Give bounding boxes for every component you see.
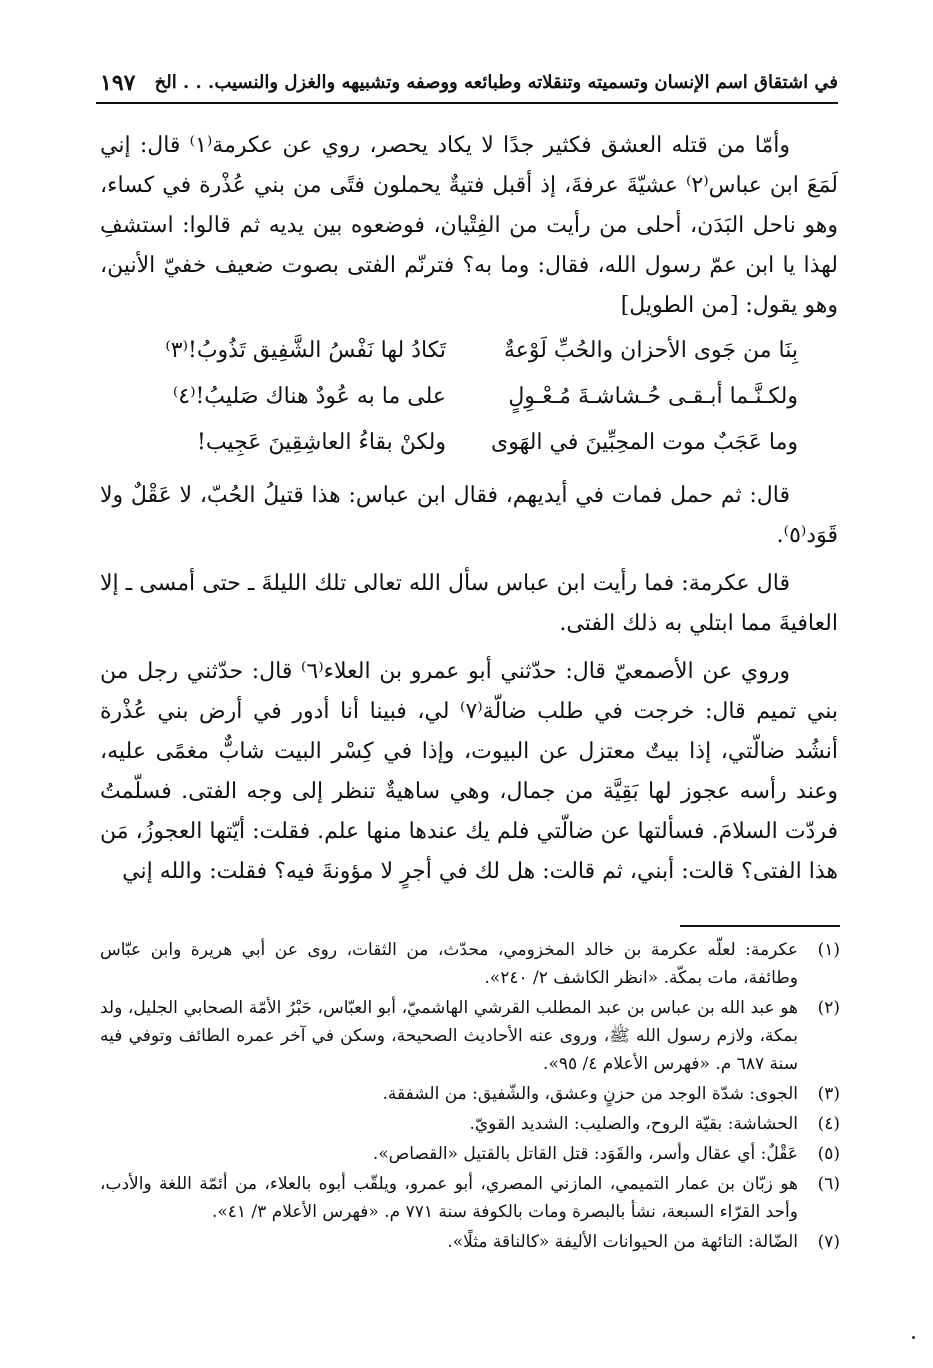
verse-second-hemistich: على ما به عُودٌ هناك صَليبُ!⁽٤⁾	[172, 384, 446, 409]
verse-second-hemistich: ولكنْ بقاءُ العاشِقِينَ عَجِيب!	[197, 430, 446, 455]
footnotes	[100, 936, 840, 1258]
footnote	[100, 1228, 840, 1256]
footnote-text: هو عبد الله بن عباس بن عبد المطلب القرشي الهاشميّ، أبو العبّاس، حَبْرُ الأمّة الصحابي الجليل، ولد بمكة، ولازم رسول الله ﷺ، وروى عنه الأحاديث الصحيحة، وسكن في آخر عمره الطائف وتوفي فيه سنة ٦٨٧ م. «فهرس الأعلام ٤/ ٩٥».	[100, 998, 798, 1074]
footnote	[100, 936, 840, 992]
footnote-text: الضّالة: التائهة من الحيوانات الأليفة «كالناقة مثلًا».	[447, 1232, 798, 1252]
footnote	[100, 1110, 840, 1138]
footnote-number: (٢)	[817, 998, 840, 1018]
scan-speck	[912, 1336, 915, 1339]
footnote-separator	[680, 925, 840, 927]
header-title: في اشتقاق اسم الإنسان وتسميته وتنقلاته وطبائعه ووصفه وتشبيهه والغزل والنسيب. . . الخ	[154, 72, 838, 93]
footnote-number: (٣)	[817, 1084, 840, 1104]
paragraph: قال: ثم حمل فمات في أيديهم، فقال ابن عباس: هذا قتيلُ الحُبّ، لا عَقْلٌ ولا قَوَد⁽٥⁾.	[100, 483, 838, 548]
running-header	[96, 68, 838, 104]
footnote-number: (٧)	[817, 1232, 840, 1252]
verse-first-hemistich: ولكـنَّـما أبـقـى حُـشاشـةَ مُـعْـوِلٍ	[508, 384, 798, 409]
paragraph: وروي عن الأصمعيّ قال: حدّثني أبو عمرو بن العلاء⁽٦⁾ قال: حدّثني رجل من بني تميم قال: خرجت في طلب ضالّة⁽٧⁾ لي، فبينا أنا أدور في أرض بني عُذْرة أنشُد ضالّتي، إذا بيتٌ معتزل عن البيوت، وإذا في كِسْر البيت شابٌّ مغمًى عليه، وعند رأسه عجوز لها بَقِيَّة من جمال، وهي ساهيةٌ تنظر إلى وجه الفتى. فسلّمتُ فردّت السلامَ. فسألتها عن ضالّتي فلم يك عندها منها علم. فقلت: أيّتها العجوزُ، مَن هذا الفتى؟ قالت: أبني، ثم قالت: هل لك في أجرٍ لا مؤونةَ فيه؟ فقلت: والله إني	[100, 659, 838, 884]
footnote-text: هو زبّان بن عمار التميمي، المازني المصري، أبو عمرو، ويلقّب أبوه بالعلاء، من أئمّة اللغة والأدب، وأحد القرّاء السبعة، نشأ بالبصرة ومات بالكوفة سنة ٧٧١ م. «فهرس الأعلام ٣/ ٤١».	[100, 1174, 798, 1222]
footnote-number: (٥)	[817, 1144, 840, 1164]
main-text	[100, 126, 838, 892]
footnote	[100, 1140, 840, 1168]
footnote-number: (٤)	[817, 1114, 840, 1134]
footnote-text: الجوى: شدّة الوجد من حزنٍ وعشق، والشّفيق: من الشفقة.	[382, 1084, 798, 1104]
footnote-text: الحشاشة: بقيّة الروح، والصليب: الشديد القويّ.	[469, 1114, 798, 1134]
paragraph: وأمّا من قتله العشق فكثير جدًا لا يكاد يحصر، روي عن عكرمة⁽١⁾ قال: إني لَمَعَ ابن عباس⁽٢⁾ عشيّةَ عرفةَ، إذ أقبل فتيةٌ يحملون فتًى من بني عُذْرة في كساء، وهو ناحل البَدَن، أحلى من رأيت من الفِتْيان، فوضعوه بين يديه ثم قالوا: استشفِ لهذا يا ابن عمّ رسول الله، فقال: وما به؟ فترنّم الفتى بصوت ضعيف خفيّ الأنين، وهو يقول: [من الطويل]	[100, 133, 839, 318]
paragraph: قال عكرمة: فما رأيت ابن عباس سأل الله تعالى تلك الليلةَ ـ حتى أمسى ـ إلا العافيةَ مما ابتلي به ذلك الفتى.	[100, 571, 838, 636]
footnote-text: عكرمة: لعلّه عكرمة بن خالد المخزومي، محدّث، من الثقات، روى عن أبي هريرة وابن عبّاس وطائفة، مات بمكّة. «انظر الكاشف ٢/ ٢٤٠».	[100, 940, 798, 988]
poem-verse	[100, 332, 838, 378]
verse-first-hemistich: بِنَا من جَوى الأحزان والحُبِّ لَوْعةٌ	[503, 338, 798, 363]
footnote	[100, 1080, 840, 1108]
poem-verse	[100, 378, 838, 424]
footnote-number: (٦)	[817, 1174, 840, 1194]
verse-second-hemistich: تَكادُ لها نَفْسُ الشَّفِيق تَذُوبُ!⁽٣⁾	[165, 338, 446, 363]
poem-verse	[100, 424, 838, 470]
footnote-number: (١)	[817, 940, 840, 960]
footnote-text: عَقْلٌ: أي عقال وأسر، والقَوَد: قتل القاتل بالقتيل «القصاص».	[372, 1144, 798, 1164]
page-number: ١٩٧	[100, 70, 136, 96]
footnote	[100, 994, 840, 1078]
poem	[100, 332, 838, 470]
footnote	[100, 1170, 840, 1226]
verse-first-hemistich: وما عَجَبٌ موت المحِبِّينَ في الهَوى	[490, 430, 798, 455]
